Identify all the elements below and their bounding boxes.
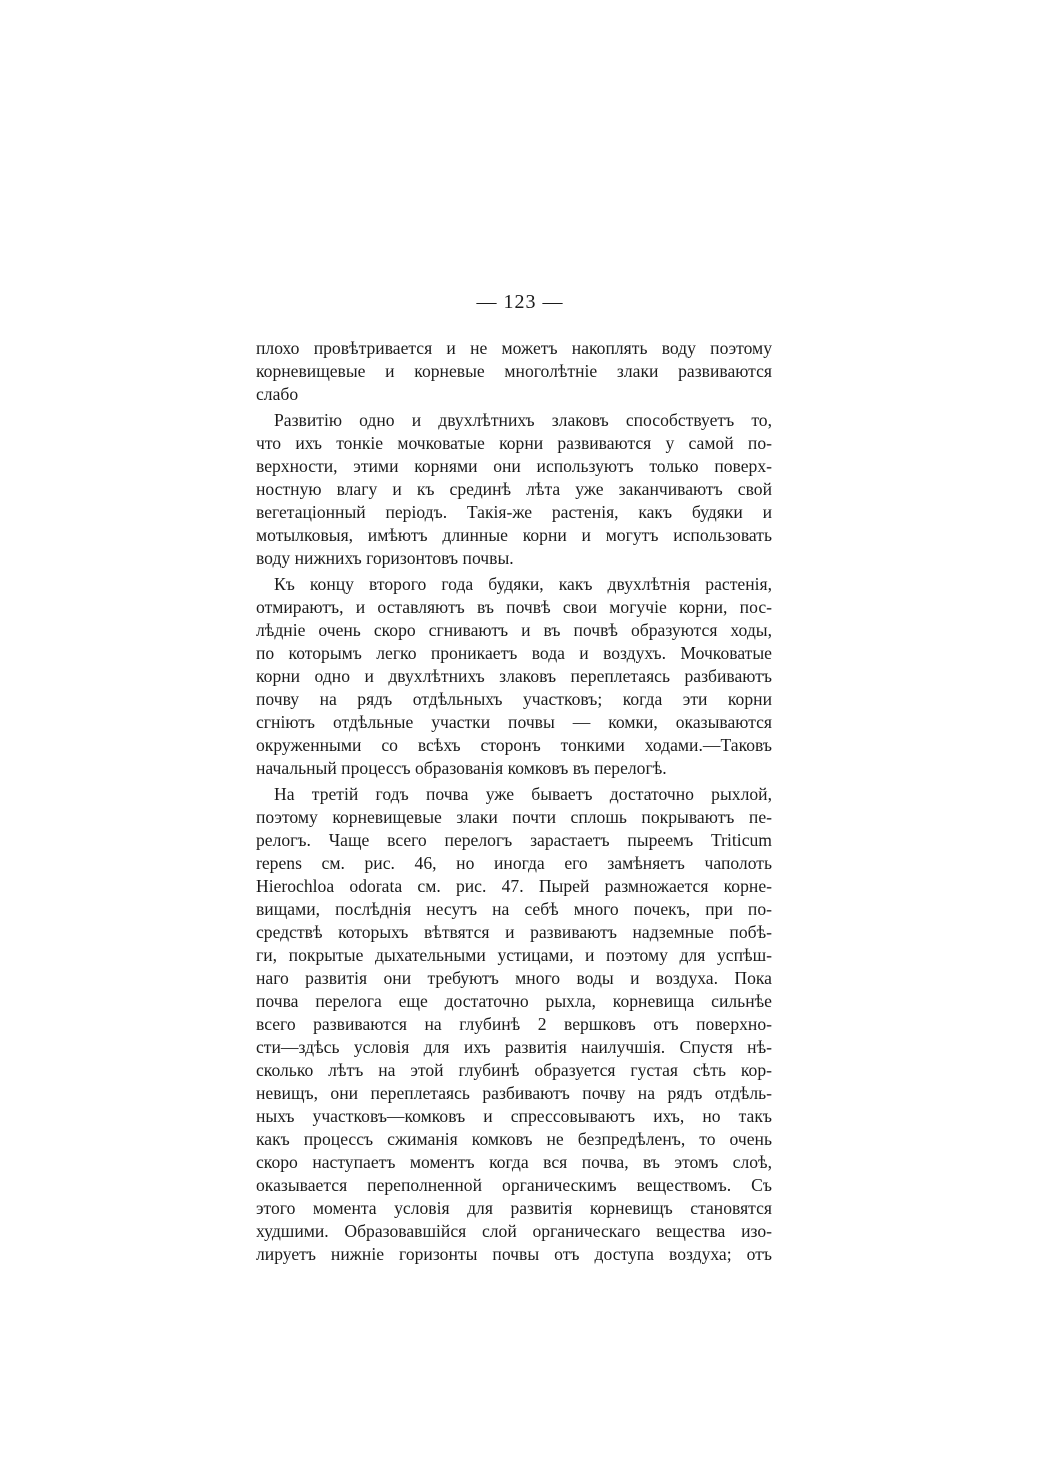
text-line: худшими. Образовавшійся слой органическаго вещества изо- xyxy=(256,1221,772,1241)
text-line: слабо xyxy=(256,384,299,404)
text-line: сгніютъ отдѣльные участки почвы — комки, оказываются xyxy=(256,712,772,732)
text-line: отмираютъ, и оставляютъ въ почвѣ свои могучіе корни, пос- xyxy=(256,597,772,617)
text-line: верхности, этими корнями они используютъ только поверх- xyxy=(256,456,772,476)
text-line: скоро наступаетъ моментъ когда вся почва, въ этомъ слоѣ, xyxy=(256,1152,772,1172)
text-line: лѣдніе очень скоро сгниваютъ и въ почвѣ образуются ходы, xyxy=(256,620,772,640)
text-line: поэтому корневищевые злаки почти сплошь покрываютъ пе- xyxy=(256,807,772,827)
text-line: этого момента условія для развитія корневищъ становятся xyxy=(256,1198,772,1218)
text-line: какъ процессъ сжиманія комковъ не безпредѣленъ, то очень xyxy=(256,1129,772,1149)
text-line: вегетаціонный періодъ. Такія-же растенія, какъ будяки и xyxy=(256,502,772,522)
text-line: корневищевые и корневые многолѣтніе злаки развиваются xyxy=(256,361,772,381)
text-line: окруженными со всѣхъ сторонъ тонкими ходами.—Таковъ xyxy=(256,735,772,755)
text-line: релогъ. Чаще всего перелогъ зарастаетъ пыреемъ Triticum xyxy=(256,830,772,850)
text-line: наго развитія они требуютъ много воды и воздуха. Пока xyxy=(256,968,772,988)
text-line: почву на рядъ отдѣльныхъ участковъ; когда эти корни xyxy=(256,689,772,709)
text-line: ги, покрытые дыхательными устицами, и поэтому для успѣш- xyxy=(256,945,772,965)
text-line: невищъ, они переплетаясь разбиваютъ почву на рядъ отдѣль- xyxy=(256,1083,772,1103)
text-line: мотылковыя, имѣютъ длинные корни и могутъ использовать xyxy=(256,525,772,545)
text-line: что ихъ тонкіе мочковатые корни развиваются у самой по- xyxy=(256,433,772,453)
text-line: Hierochloa odorata см. рис. 47. Пырей размножается корне- xyxy=(256,876,772,896)
page-number: — 123 — xyxy=(476,291,564,313)
text-line: ныхъ участковъ—комковъ и спрессовываютъ ихъ, но такъ xyxy=(256,1106,772,1126)
text-line: Къ концу второго года будяки, какъ двухлѣтнія растенія, xyxy=(274,574,772,594)
text-line: почва перелога еще достаточно рыхла, корневища сильнѣе xyxy=(256,991,772,1011)
text-line: лируетъ нижніе горизонты почвы отъ доступа воздуха; отъ xyxy=(256,1244,772,1264)
text-line: вищами, послѣднія несутъ на себѣ много почекъ, при по- xyxy=(256,899,772,919)
text-line: repens см. рис. 46, но иногда его замѣняетъ чаполоть xyxy=(256,853,772,873)
text-line: На третій годъ почва уже бываетъ достаточно рыхлой, xyxy=(274,784,772,804)
text-line: плохо провѣтривается и не можетъ накоплять воду поэтому xyxy=(256,338,772,358)
text-line: ностную влагу и къ срединѣ лѣта уже заканчиваютъ свой xyxy=(256,479,772,499)
text-line: начальный процессъ образованія комковъ въ перелогѣ. xyxy=(256,758,667,778)
text-line: по которымъ легко проникаетъ вода и воздухъ. Мочковатые xyxy=(256,643,772,663)
text-line: оказывается переполненной органическимъ веществомъ. Съ xyxy=(256,1175,772,1195)
text-line: Развитію одно и двухлѣтнихъ злаковъ способствуетъ то, xyxy=(274,410,772,430)
text-line: сти—здѣсь условія для ихъ развитія наилучшія. Спустя нѣ- xyxy=(256,1037,772,1057)
text-line: сколько лѣтъ на этой глубинѣ образуется густая сѣть кор- xyxy=(256,1060,772,1080)
text-line: средствѣ которыхъ вѣтвятся и развиваютъ надземные побѣ- xyxy=(256,922,772,942)
body-text xyxy=(256,337,772,1266)
text-line: воду нижнихъ горизонтовъ почвы. xyxy=(256,548,514,568)
text-line: всего развиваются на глубинѣ 2 вершковъ отъ поверхно- xyxy=(256,1014,772,1034)
text-line: корни одно и двухлѣтнихъ злаковъ переплетаясь разбиваютъ xyxy=(256,666,772,686)
